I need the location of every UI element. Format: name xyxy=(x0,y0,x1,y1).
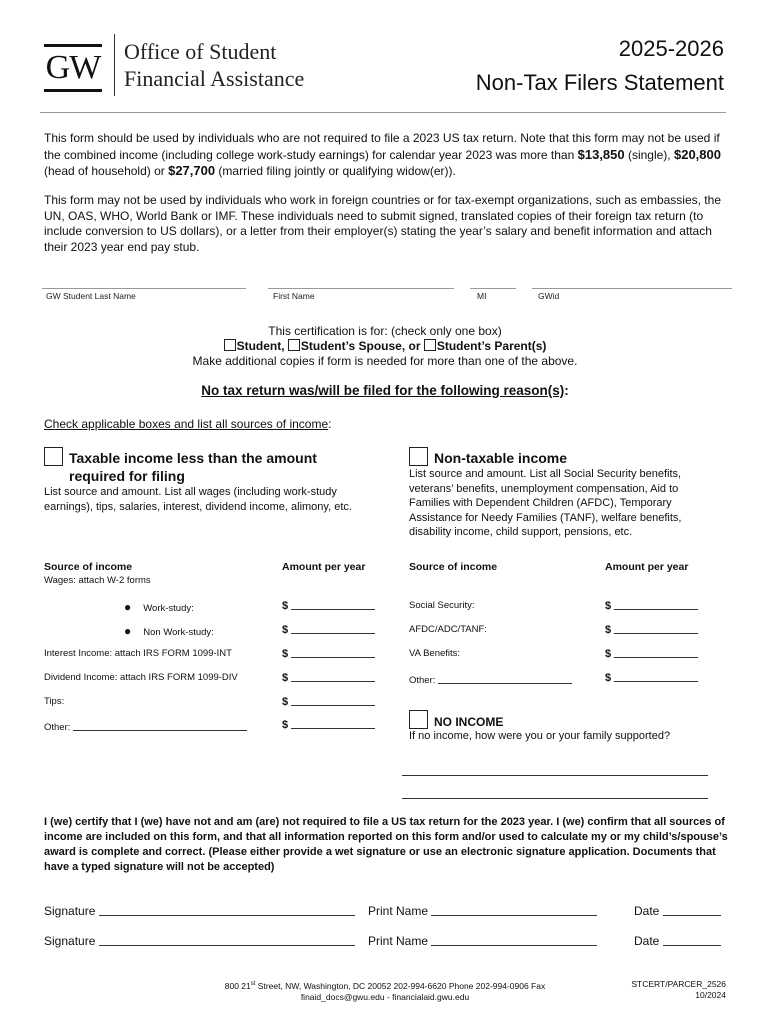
taxable-other-source-field[interactable] xyxy=(73,719,247,731)
office-name-line1: Office of Student xyxy=(124,39,277,64)
check-instruction xyxy=(44,417,332,431)
taxable-other-amount-field[interactable] xyxy=(291,717,375,729)
va-benefits-amount xyxy=(605,646,698,660)
parent-option-label: Student’s Parent(s) xyxy=(436,339,547,353)
work-study-label: Work-study: xyxy=(143,603,194,614)
dollar-sign: $ xyxy=(282,600,289,612)
intro-paragraph-1 xyxy=(44,131,724,180)
footer-email-web: finaid_docs@gwu.edu - financialaid.gwu.edu xyxy=(300,991,470,1002)
taxable-other-row xyxy=(44,719,247,733)
dollar-sign: $ xyxy=(605,600,612,612)
student-checkbox[interactable] xyxy=(224,339,236,351)
date-row-2 xyxy=(634,933,721,948)
certification-statement: I (we) certify that I (we) have not and am (are) not required to file a US tax return for the 2023 year. I (we) confirm that all sources of income are included on this form, and that all information reported on this form and/or used to calculate my or my child’s/spouse’s award is complete and correct. (Please either provide a wet signature or use an electronic signature application. Documents that have a typed signature will not be accepted) xyxy=(44,816,728,873)
nontaxable-other-label: Other: xyxy=(409,675,436,686)
wages-note: Wages: attach W-2 forms xyxy=(44,575,151,586)
spouse-checkbox[interactable] xyxy=(288,339,300,351)
last-name-field[interactable] xyxy=(42,288,246,289)
non-work-study-amount xyxy=(282,622,375,636)
form-code: STCERT/PARCER_2526 xyxy=(631,979,726,989)
nontaxable-other-amount-field[interactable] xyxy=(614,670,698,682)
dividend-amount xyxy=(282,670,375,684)
no-income-checkbox[interactable] xyxy=(409,710,428,729)
interest-income-label: Interest Income: attach IRS FORM 1099-INT xyxy=(44,648,232,659)
reason-heading-colon: : xyxy=(564,383,569,398)
tips-label: Tips: xyxy=(44,696,65,707)
interest-amount-field[interactable] xyxy=(291,646,375,658)
taxable-amount-header: Amount per year xyxy=(282,561,366,573)
check-instruction-colon: : xyxy=(328,417,332,431)
taxable-section-title xyxy=(44,447,384,485)
bullet-icon: ● xyxy=(124,600,132,614)
tips-amount xyxy=(282,694,375,708)
afdc-label: AFDC/ADC/TANF: xyxy=(409,624,487,635)
reason-heading xyxy=(0,383,770,398)
signature-field-2[interactable] xyxy=(99,933,355,946)
certification-instruction: This certification is for: (check only one box) xyxy=(268,324,502,338)
social-security-label: Social Security: xyxy=(409,600,475,611)
income-limit-single: $13,850 xyxy=(577,146,625,162)
intro-paragraph-2: This form may not be used by individuals who work in foreign countries or for tax-exempt organizations, such as embassies, the UN, OAS, WHO, World Bank or IMF. These individuals need to submit signed, translated copies of their foreign tax return (to include conversion to US dollars), or a letter from their employer(s) stating the year’s salary and benefit information and attach their 2023 year end pay stub. xyxy=(44,193,721,254)
last-name-label: GW Student Last Name xyxy=(46,291,136,301)
date-field-1[interactable] xyxy=(663,903,721,916)
social-security-amount xyxy=(605,598,698,612)
nontaxable-section-title xyxy=(409,447,567,466)
no-income-label: NO INCOME xyxy=(434,715,504,729)
print-name-row-2 xyxy=(368,933,597,948)
print-name-label: Print Name xyxy=(368,904,429,918)
dollar-sign: $ xyxy=(282,719,289,731)
certification-options xyxy=(0,339,770,353)
bullet-icon: ● xyxy=(124,624,132,638)
signature-row-1 xyxy=(44,903,355,918)
gwid-field[interactable] xyxy=(532,288,732,289)
dollar-sign: $ xyxy=(282,696,289,708)
work-study-amount xyxy=(282,598,375,612)
dollar-sign: $ xyxy=(282,648,289,660)
date-label: Date xyxy=(634,904,660,918)
nontaxable-checkbox[interactable] xyxy=(409,447,428,466)
footer-address-part: Street, NW, Washington, DC 20052 202-994-6620 Phone 202-994-0906 Fax xyxy=(255,980,546,991)
footer-address-sup: st xyxy=(250,981,256,987)
taxable-other-label: Other: xyxy=(44,722,71,733)
form-date: 10/2024 xyxy=(695,990,726,1000)
office-name xyxy=(124,38,304,92)
taxable-source-header: Source of income xyxy=(44,561,133,573)
nontaxable-other-row xyxy=(409,672,572,686)
income-limit-married: $27,700 xyxy=(168,163,216,178)
signature-field-1[interactable] xyxy=(99,903,355,916)
reason-heading-text: No tax return was/will be filed for the following reason(s) xyxy=(201,383,565,398)
nontaxable-amount-header: Amount per year xyxy=(605,561,689,573)
check-instruction-text: Check applicable boxes and list all sources of income xyxy=(44,417,329,431)
date-label: Date xyxy=(634,934,660,948)
footer-contact xyxy=(190,979,580,1003)
signature-label: Signature xyxy=(44,934,96,948)
gwid-label: GWid xyxy=(538,291,560,301)
dollar-sign: $ xyxy=(605,648,612,660)
footer-address xyxy=(190,979,580,992)
parent-checkbox[interactable] xyxy=(424,339,436,351)
non-work-study-amount-field[interactable] xyxy=(291,622,375,634)
student-option-label: Student, xyxy=(236,339,288,353)
taxable-title-line1: Taxable income less than the amount xyxy=(69,450,317,466)
afdc-amount xyxy=(605,622,698,636)
non-work-study-row xyxy=(124,624,214,638)
va-benefits-amount-field[interactable] xyxy=(614,646,698,658)
work-study-row xyxy=(124,600,194,614)
footer-form-id xyxy=(600,979,726,1001)
form-title: Non-Tax Filers Statement xyxy=(475,70,724,95)
print-name-field-1[interactable] xyxy=(431,903,597,916)
signature-row-2 xyxy=(44,933,355,948)
gw-logo-mark: GW xyxy=(45,49,101,86)
mi-label: MI xyxy=(477,291,487,301)
dollar-sign: $ xyxy=(282,672,289,684)
first-name-field[interactable] xyxy=(268,288,454,289)
nontaxable-title-text: Non-taxable income xyxy=(434,450,568,466)
print-name-row-1 xyxy=(368,903,597,918)
taxable-checkbox[interactable] xyxy=(44,447,63,466)
no-income-question: If no income, how were you or your family supported? xyxy=(409,730,671,742)
mi-field[interactable] xyxy=(470,288,516,289)
non-work-study-label: Non Work-study: xyxy=(143,627,214,638)
nontaxable-other-source-field[interactable] xyxy=(438,672,572,684)
dollar-sign: $ xyxy=(605,624,612,636)
dollar-sign: $ xyxy=(605,672,612,684)
copies-note: Make additional copies if form is needed for more than one of the above. xyxy=(192,354,578,368)
gw-logo xyxy=(44,44,102,92)
support-answer-line-1[interactable] xyxy=(402,775,708,776)
va-benefits-label: VA Benefits: xyxy=(409,648,461,659)
dividend-income-label: Dividend Income: attach IRS FORM 1099-DIV xyxy=(44,672,238,683)
intro-text: This form should be used by individuals who are not required to file a 2023 US tax return. Note that this form may not be used if the combined income (including college work-study earnings) for calendar year 2023 was more than xyxy=(44,131,720,162)
form-year: 2025-2026 xyxy=(618,36,724,61)
header-rule xyxy=(40,112,726,113)
interest-amount xyxy=(282,646,375,660)
work-study-amount-field[interactable] xyxy=(291,598,375,610)
intro-text: (married filing jointly or qualifying widow(er)). xyxy=(215,164,456,178)
nontaxable-source-header: Source of income xyxy=(409,561,498,573)
income-limit-hoh: $20,800 xyxy=(673,146,721,162)
dividend-amount-field[interactable] xyxy=(291,670,375,682)
date-row-1 xyxy=(634,903,721,918)
taxable-title-line2: required for filing xyxy=(69,468,185,484)
nontaxable-description: List source and amount. List all Social Security benefits, veterans’ benefits, unemployment compensation, Aid to Families with Dependent Children (AFDC), Temporary Assistance for Needy Families (TANF), welfare benefits, disability income, child support, pensions, etc. xyxy=(409,468,682,538)
afdc-amount-field[interactable] xyxy=(614,622,698,634)
first-name-label: First Name xyxy=(273,291,315,301)
dollar-sign: $ xyxy=(282,624,289,636)
office-name-line2: Financial Assistance xyxy=(124,66,305,91)
print-name-label: Print Name xyxy=(368,934,429,948)
support-answer-line-2[interactable] xyxy=(402,798,708,799)
spouse-option-label: Student’s Spouse, or xyxy=(300,339,424,353)
date-field-2[interactable] xyxy=(663,933,721,946)
signature-label: Signature xyxy=(44,904,96,918)
logo-divider xyxy=(114,34,115,96)
intro-text: (head of household) or xyxy=(44,164,169,178)
nontaxable-other-amount xyxy=(605,670,698,684)
taxable-other-amount xyxy=(282,717,375,731)
taxable-description: List source and amount. List all wages (including work-study earnings), tips, salaries, interest, dividend income, alimony, etc. xyxy=(44,486,352,513)
intro-text: (single), xyxy=(624,147,674,162)
no-income-title xyxy=(409,710,503,729)
social-security-amount-field[interactable] xyxy=(614,598,698,610)
print-name-field-2[interactable] xyxy=(431,933,597,946)
tips-amount-field[interactable] xyxy=(291,694,375,706)
footer-address-part: 800 21 xyxy=(224,980,251,991)
